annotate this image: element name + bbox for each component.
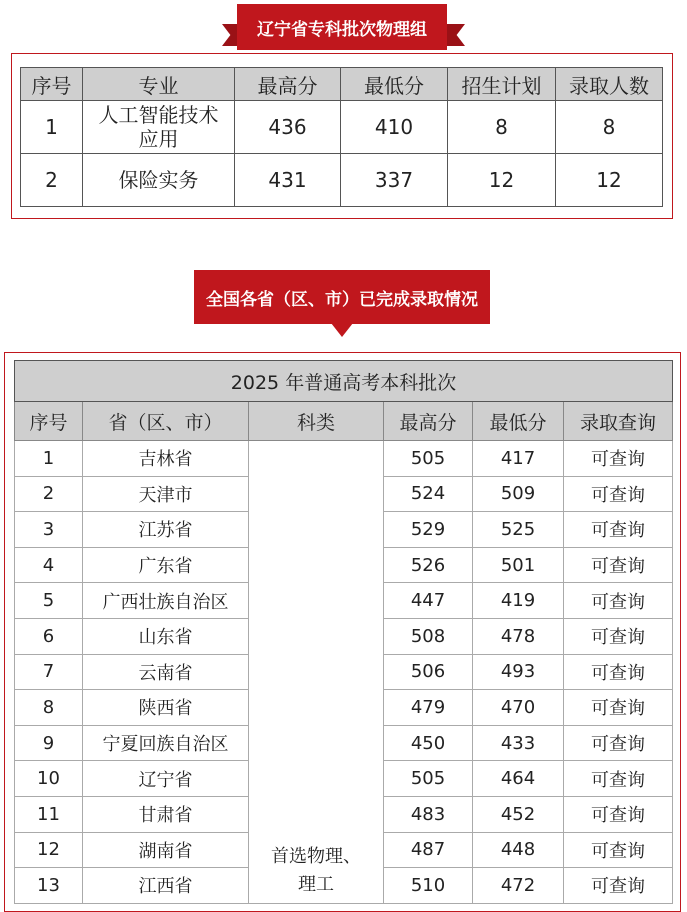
- query-link[interactable]: 可查询: [564, 690, 673, 726]
- row-number: 2: [15, 476, 83, 512]
- province-cell: 江苏省: [83, 512, 249, 548]
- row-number: 8: [15, 690, 83, 726]
- min-score-cell: 464: [473, 761, 564, 797]
- column-header: 最低分: [341, 68, 448, 101]
- table-cell: 1: [21, 101, 83, 154]
- min-score-cell: 493: [473, 654, 564, 690]
- query-link[interactable]: 可查询: [564, 725, 673, 761]
- table-row: [21, 154, 663, 207]
- column-header: 最高分: [384, 402, 473, 441]
- min-score-cell: 509: [473, 476, 564, 512]
- min-score-cell: 448: [473, 832, 564, 868]
- query-link[interactable]: 可查询: [564, 441, 673, 477]
- max-score-cell: 526: [384, 547, 473, 583]
- table-header-row: [15, 402, 673, 441]
- table-cell: 人工智能技术应用: [83, 101, 235, 154]
- province-cell: 甘肃省: [83, 796, 249, 832]
- table-row: [21, 101, 663, 154]
- column-header: 序号: [21, 68, 83, 101]
- national-admission-table: [14, 360, 673, 904]
- province-cell: 吉林省: [83, 441, 249, 477]
- table-cell: 431: [235, 154, 341, 207]
- column-header: 招生计划: [448, 68, 556, 101]
- province-cell: 广东省: [83, 547, 249, 583]
- table-cell: 337: [341, 154, 448, 207]
- row-number: 10: [15, 761, 83, 797]
- row-number: 1: [15, 441, 83, 477]
- column-header: 最低分: [473, 402, 564, 441]
- row-number: 6: [15, 618, 83, 654]
- table-cell: 410: [341, 101, 448, 154]
- province-cell: 山东省: [83, 618, 249, 654]
- max-score-cell: 529: [384, 512, 473, 548]
- row-number: 9: [15, 725, 83, 761]
- table-row: [15, 441, 673, 477]
- table-cell: 2: [21, 154, 83, 207]
- query-link[interactable]: 可查询: [564, 761, 673, 797]
- province-cell: 广西壮族自治区: [83, 583, 249, 619]
- column-header: 序号: [15, 402, 83, 441]
- max-score-cell: 524: [384, 476, 473, 512]
- query-link[interactable]: 可查询: [564, 868, 673, 904]
- row-number: 5: [15, 583, 83, 619]
- max-score-cell: 510: [384, 868, 473, 904]
- row-number: 3: [15, 512, 83, 548]
- max-score-cell: 505: [384, 441, 473, 477]
- category-cell: 首选物理、理工: [249, 441, 384, 904]
- query-link[interactable]: 可查询: [564, 618, 673, 654]
- banner-pointer: [331, 323, 353, 337]
- column-header: 录取人数: [556, 68, 663, 101]
- province-cell: 宁夏回族自治区: [83, 725, 249, 761]
- max-score-cell: 447: [384, 583, 473, 619]
- query-link[interactable]: 可查询: [564, 796, 673, 832]
- section2-banner: 全国各省（区、市）已完成录取情况: [194, 270, 490, 324]
- query-link[interactable]: 可查询: [564, 832, 673, 868]
- max-score-cell: 479: [384, 690, 473, 726]
- max-score-cell: 483: [384, 796, 473, 832]
- max-score-cell: 506: [384, 654, 473, 690]
- table-cell: 保险实务: [83, 154, 235, 207]
- row-number: 7: [15, 654, 83, 690]
- min-score-cell: 452: [473, 796, 564, 832]
- province-cell: 云南省: [83, 654, 249, 690]
- table-cell: 12: [448, 154, 556, 207]
- max-score-cell: 505: [384, 761, 473, 797]
- row-number: 4: [15, 547, 83, 583]
- min-score-cell: 501: [473, 547, 564, 583]
- table-cell: 8: [448, 101, 556, 154]
- table-cell: 12: [556, 154, 663, 207]
- query-link[interactable]: 可查询: [564, 583, 673, 619]
- table-caption: 2025 年普通高考本科批次: [15, 361, 673, 402]
- min-score-cell: 470: [473, 690, 564, 726]
- row-number: 13: [15, 868, 83, 904]
- min-score-cell: 525: [473, 512, 564, 548]
- column-header: 最高分: [235, 68, 341, 101]
- max-score-cell: 508: [384, 618, 473, 654]
- max-score-cell: 487: [384, 832, 473, 868]
- province-cell: 天津市: [83, 476, 249, 512]
- min-score-cell: 478: [473, 618, 564, 654]
- row-number: 12: [15, 832, 83, 868]
- province-cell: 湖南省: [83, 832, 249, 868]
- min-score-cell: 419: [473, 583, 564, 619]
- specialty-results-table: [20, 67, 663, 207]
- row-number: 11: [15, 796, 83, 832]
- section1-banner: 辽宁省专科批次物理组: [237, 4, 447, 50]
- min-score-cell: 472: [473, 868, 564, 904]
- query-link[interactable]: 可查询: [564, 547, 673, 583]
- query-link[interactable]: 可查询: [564, 654, 673, 690]
- min-score-cell: 417: [473, 441, 564, 477]
- column-header: 专业: [83, 68, 235, 101]
- table-cell: 436: [235, 101, 341, 154]
- column-header: 录取查询: [564, 402, 673, 441]
- min-score-cell: 433: [473, 725, 564, 761]
- column-header: 科类: [249, 402, 384, 441]
- province-cell: 江西省: [83, 868, 249, 904]
- province-cell: 辽宁省: [83, 761, 249, 797]
- query-link[interactable]: 可查询: [564, 476, 673, 512]
- column-header: 省（区、市）: [83, 402, 249, 441]
- province-cell: 陕西省: [83, 690, 249, 726]
- table-cell: 8: [556, 101, 663, 154]
- max-score-cell: 450: [384, 725, 473, 761]
- table-header-row: [21, 68, 663, 101]
- query-link[interactable]: 可查询: [564, 512, 673, 548]
